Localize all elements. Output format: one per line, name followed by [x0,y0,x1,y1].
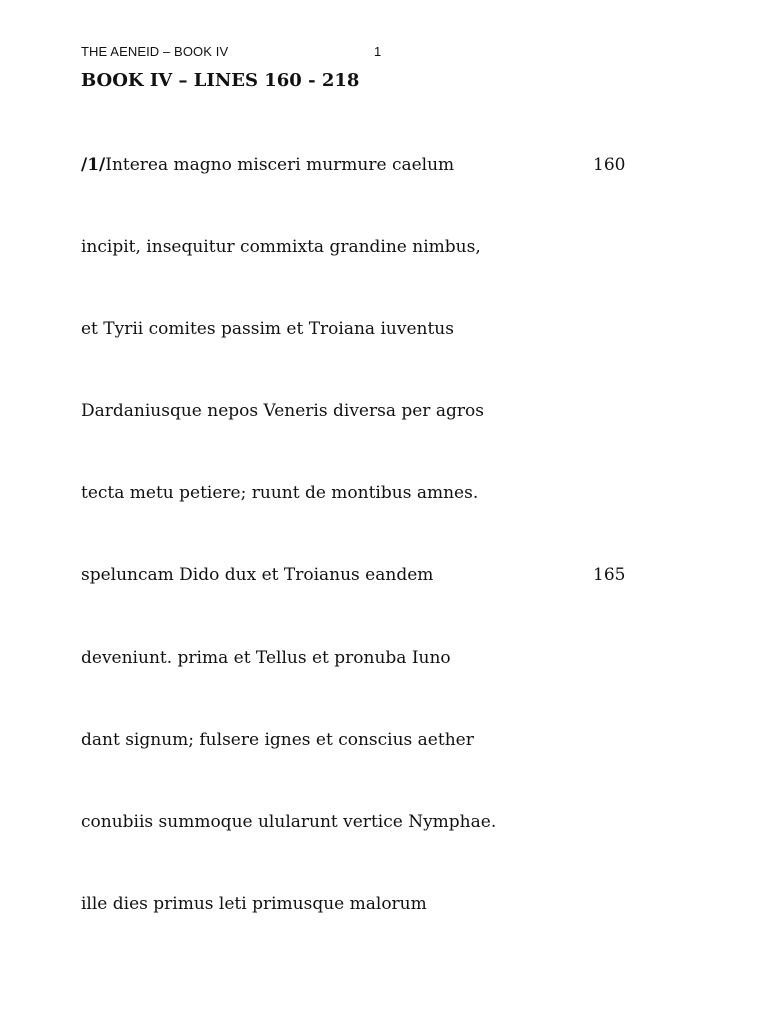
line-number: 165 [593,565,626,585]
verse-line [81,316,641,342]
verse-text: deveniunt. prima et Tellus et pronuba Iuno [81,648,451,668]
verse-text: ille dies primus leti primusque malorum [81,894,427,914]
page-number: 1 [374,44,382,59]
verse-text: speluncam Dido dux et Troianus eandem [81,565,434,585]
section-title: BOOK IV – LINES 160 - 218 [81,70,360,91]
verse-text: tecta metu petiere; ruunt de montibus amnes. [81,483,479,503]
verse-line [81,480,641,506]
section-marker: /1/ [81,155,106,175]
verse-text: incipit, insequitur commixta grandine nimbus, [81,237,481,257]
verse-text: Dardaniusque nepos Veneris diversa per agros [81,401,484,421]
line-number: 160 [593,155,626,175]
verse-line [81,234,641,260]
verse-line [81,398,641,424]
verse-line [81,727,641,753]
verse-line [81,645,641,671]
running-header: THE AENEID – BOOK IV [81,44,229,59]
verse-line [81,809,641,835]
verse-text: conubiis summoque ulularunt vertice Nymphae. [81,812,497,832]
verse-text: et Tyrii comites passim et Troiana iuventus [81,319,454,339]
verse-line [81,152,641,178]
verse-line [81,891,641,917]
verse-text: dant signum; fulsere ignes et conscius aether [81,730,474,750]
verse-line [81,562,641,588]
verse-text: Interea magno misceri murmure caelum [105,155,455,175]
